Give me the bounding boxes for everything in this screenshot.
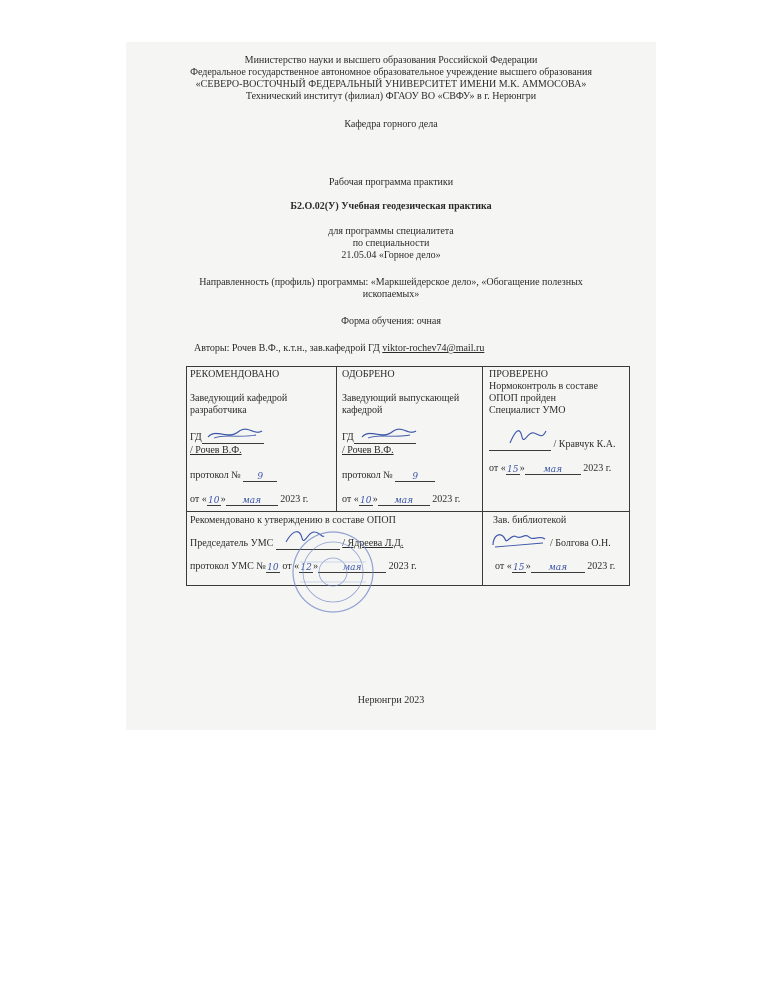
approved-name: / Рочев В.Ф. xyxy=(342,445,394,456)
ministry-line: Министерство науки и высшего образования Российской Федерации xyxy=(244,55,538,66)
institute-line: Технический институт (филиал) ФГАОУ ВО «СВФУ» в г. Нерюнгри xyxy=(245,91,537,102)
institution-type-line: Федеральное государственное автономное образовательное учреждение высшего образования xyxy=(190,67,592,78)
library-title: Зав. библиотекой xyxy=(493,515,567,526)
checked-name: / Кравчук К.А. xyxy=(553,439,616,450)
library-name: / Болгова О.Н. xyxy=(550,538,611,549)
checked-line-3: Специалист УМО xyxy=(489,405,566,416)
ums-chair-line: Председатель УМС / Ядреева Л.Д. xyxy=(190,538,404,549)
footer-city-year: Нерюнгри 2023 xyxy=(357,695,425,706)
program-line-2: по специальности xyxy=(352,238,430,249)
recommended-role-line-2: разработчика xyxy=(190,405,247,416)
approved-title: ОДОБРЕНО xyxy=(342,369,395,380)
university-name-line: «СЕВЕРО-ВОСТОЧНЫЙ ФЕДЕРАЛЬНЫЙ УНИВЕРСИТЕТ ИМЕНИ М.К. АММОСОВА» xyxy=(195,79,587,90)
focus-line-1: Направленность (профиль) программы: «Маркшейдерское дело», «Обогащение полезных xyxy=(199,277,583,288)
checked-line-2: ОПОП пройден xyxy=(489,393,556,404)
program-line-3: 21.05.04 «Горное дело» xyxy=(341,250,441,261)
checked-signature xyxy=(506,425,548,447)
checked-title: ПРОВЕРЕНО xyxy=(489,369,549,380)
university-seal xyxy=(278,528,388,616)
recommended-protocol: протокол № 9 xyxy=(190,470,277,482)
recommended-date: от «10» мая 2023 г. xyxy=(190,494,309,506)
approved-sign-line: ГД xyxy=(342,432,416,444)
library-signature xyxy=(489,529,549,551)
approved-role-line-2: кафедрой xyxy=(342,405,383,416)
ums-protocol: протокол УМС №10 от «12» мая 2023 г. xyxy=(190,561,417,573)
library-date: от «15» мая 2023 г. xyxy=(495,561,616,573)
checked-date: от «15» мая 2023 г. xyxy=(489,463,612,475)
department-title: Кафедра горного дела xyxy=(344,119,438,130)
author-email-link[interactable]: viktor-rochev74@mail.ru xyxy=(382,343,485,354)
approved-signature xyxy=(360,426,418,442)
focus-line-2: ископаемых» xyxy=(362,289,420,300)
checked-line-1: Нормоконтроль в составе xyxy=(489,381,598,392)
recommended-name: / Рочев В.Ф. xyxy=(190,445,242,456)
ums-chair-name: / Ядреева Л.Д. xyxy=(342,538,404,549)
doc-type-title: Рабочая программа практики xyxy=(328,177,454,188)
recommended-role-line-1: Заведующий кафедрой xyxy=(190,393,288,404)
study-form: Форма обучения: очная xyxy=(341,316,441,327)
program-line-1: для программы специалитета xyxy=(328,226,454,237)
approved-role-line-1: Заведующий выпускающей xyxy=(342,393,460,404)
ums-protocol-number: 10 xyxy=(267,563,279,573)
recommended-signature xyxy=(206,426,264,442)
recommended-title: РЕКОМЕНДОВАНО xyxy=(190,369,280,380)
approved-protocol: протокол № 9 xyxy=(342,470,435,482)
practice-title: Б2.О.02(У) Учебная геодезическая практика xyxy=(290,201,492,212)
recommended-sign-line: ГД xyxy=(190,432,264,444)
recommended-protocol-number: 9 xyxy=(257,472,264,482)
authors-text: Авторы: Рочев В.Ф., к.т.н., зав.кафедрой ГД xyxy=(194,343,380,354)
approved-protocol-number: 9 xyxy=(412,472,419,482)
authors-line xyxy=(194,343,484,354)
approved-date: от «10» мая 2023 г. xyxy=(342,494,461,506)
ums-title: Рекомендовано к утверждению в составе ОПОП xyxy=(190,515,396,526)
